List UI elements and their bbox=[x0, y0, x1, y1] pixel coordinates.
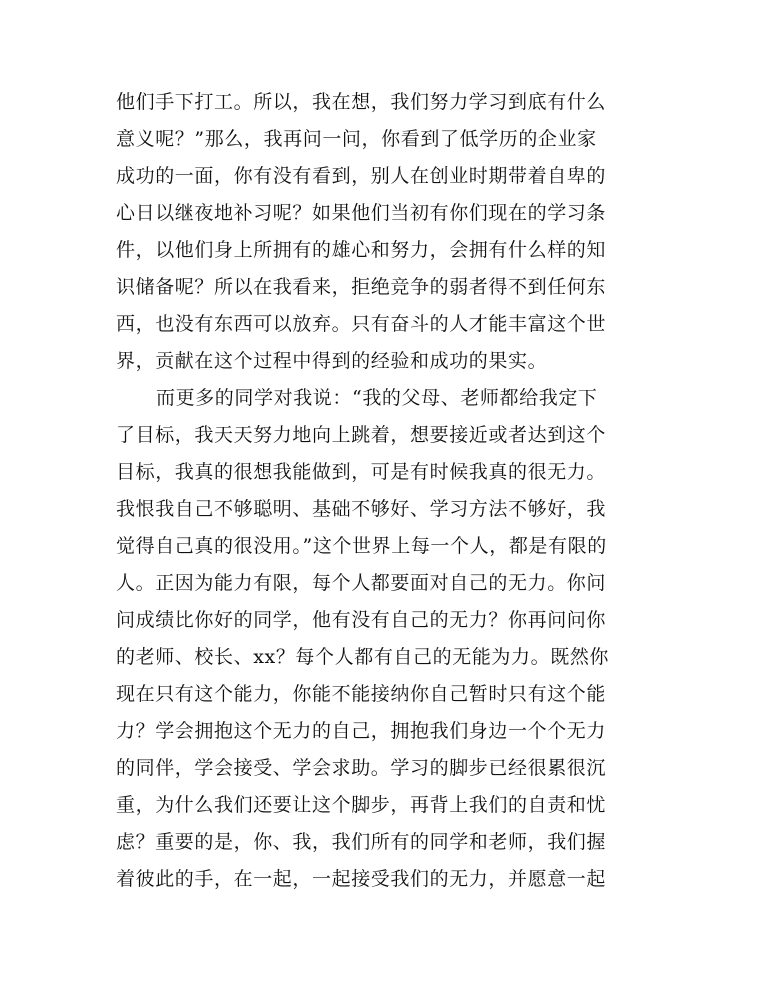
text-line: 件，以他们身上所拥有的雄心和努力，会拥有什么样的知 bbox=[116, 239, 607, 261]
text-line: 他们手下打工。所以，我在想，我们努力学习到底有什么 bbox=[116, 91, 607, 113]
text-line: 识储备呢？所以在我看来，拒绝竞争的弱者得不到任何东 bbox=[116, 276, 607, 298]
text-line: 目标，我真的很想我能做到，可是有时候我真的很无力。 bbox=[116, 461, 607, 483]
text-line: 重，为什么我们还要让这个脚步，再背上我们的自责和忧 bbox=[116, 794, 607, 816]
text-line: 的同伴，学会接受、学会求助。学习的脚步已经很累很沉 bbox=[116, 757, 607, 779]
text-line: 着彼此的手，在一起，一起接受我们的无力，并愿意一起 bbox=[116, 868, 607, 890]
text-line: 界，贡献在这个过程中得到的经验和成功的果实。 bbox=[116, 350, 548, 372]
text-line: 问成绩比你好的同学，他有没有自己的无力？你再问问你 bbox=[116, 609, 607, 631]
text-line: 我恨我自己不够聪明、基础不够好、学习方法不够好，我 bbox=[116, 498, 607, 520]
text-line: 现在只有这个能力，你能不能接纳你自己暂时只有这个能 bbox=[116, 683, 607, 705]
text-line: 力？学会拥抱这个无力的自己，拥抱我们身边一个个无力 bbox=[116, 720, 607, 742]
text-line: 觉得自己真的很没用。”这个世界上每一个人，都是有限的 bbox=[116, 535, 607, 557]
text-line: 成功的一面，你有没有看到，别人在创业时期带着自卑的 bbox=[116, 165, 607, 187]
text-line: 西，也没有东西可以放弃。只有奋斗的人才能丰富这个世 bbox=[116, 313, 607, 335]
text-line: 意义呢？”那么，我再问一问，你看到了低学历的企业家 bbox=[116, 128, 597, 150]
text-line: 心日以继夜地补习呢？如果他们当初有你们现在的学习条 bbox=[116, 202, 607, 224]
text-line: 虑？重要的是，你、我，我们所有的同学和老师，我们握 bbox=[116, 831, 607, 853]
text-line: 人。正因为能力有限，每个人都要面对自己的无力。你问 bbox=[116, 572, 607, 594]
text-line: 的老师、校长、xx？每个人都有自己的无能为力。既然你 bbox=[116, 646, 610, 668]
text-line: 了目标，我天天努力地向上跳着，想要接近或者达到这个 bbox=[116, 424, 607, 446]
body-text bbox=[116, 84, 656, 898]
paragraph-first-line: 而更多的同学对我说：“我的父母、老师都给我定下 bbox=[156, 387, 598, 409]
